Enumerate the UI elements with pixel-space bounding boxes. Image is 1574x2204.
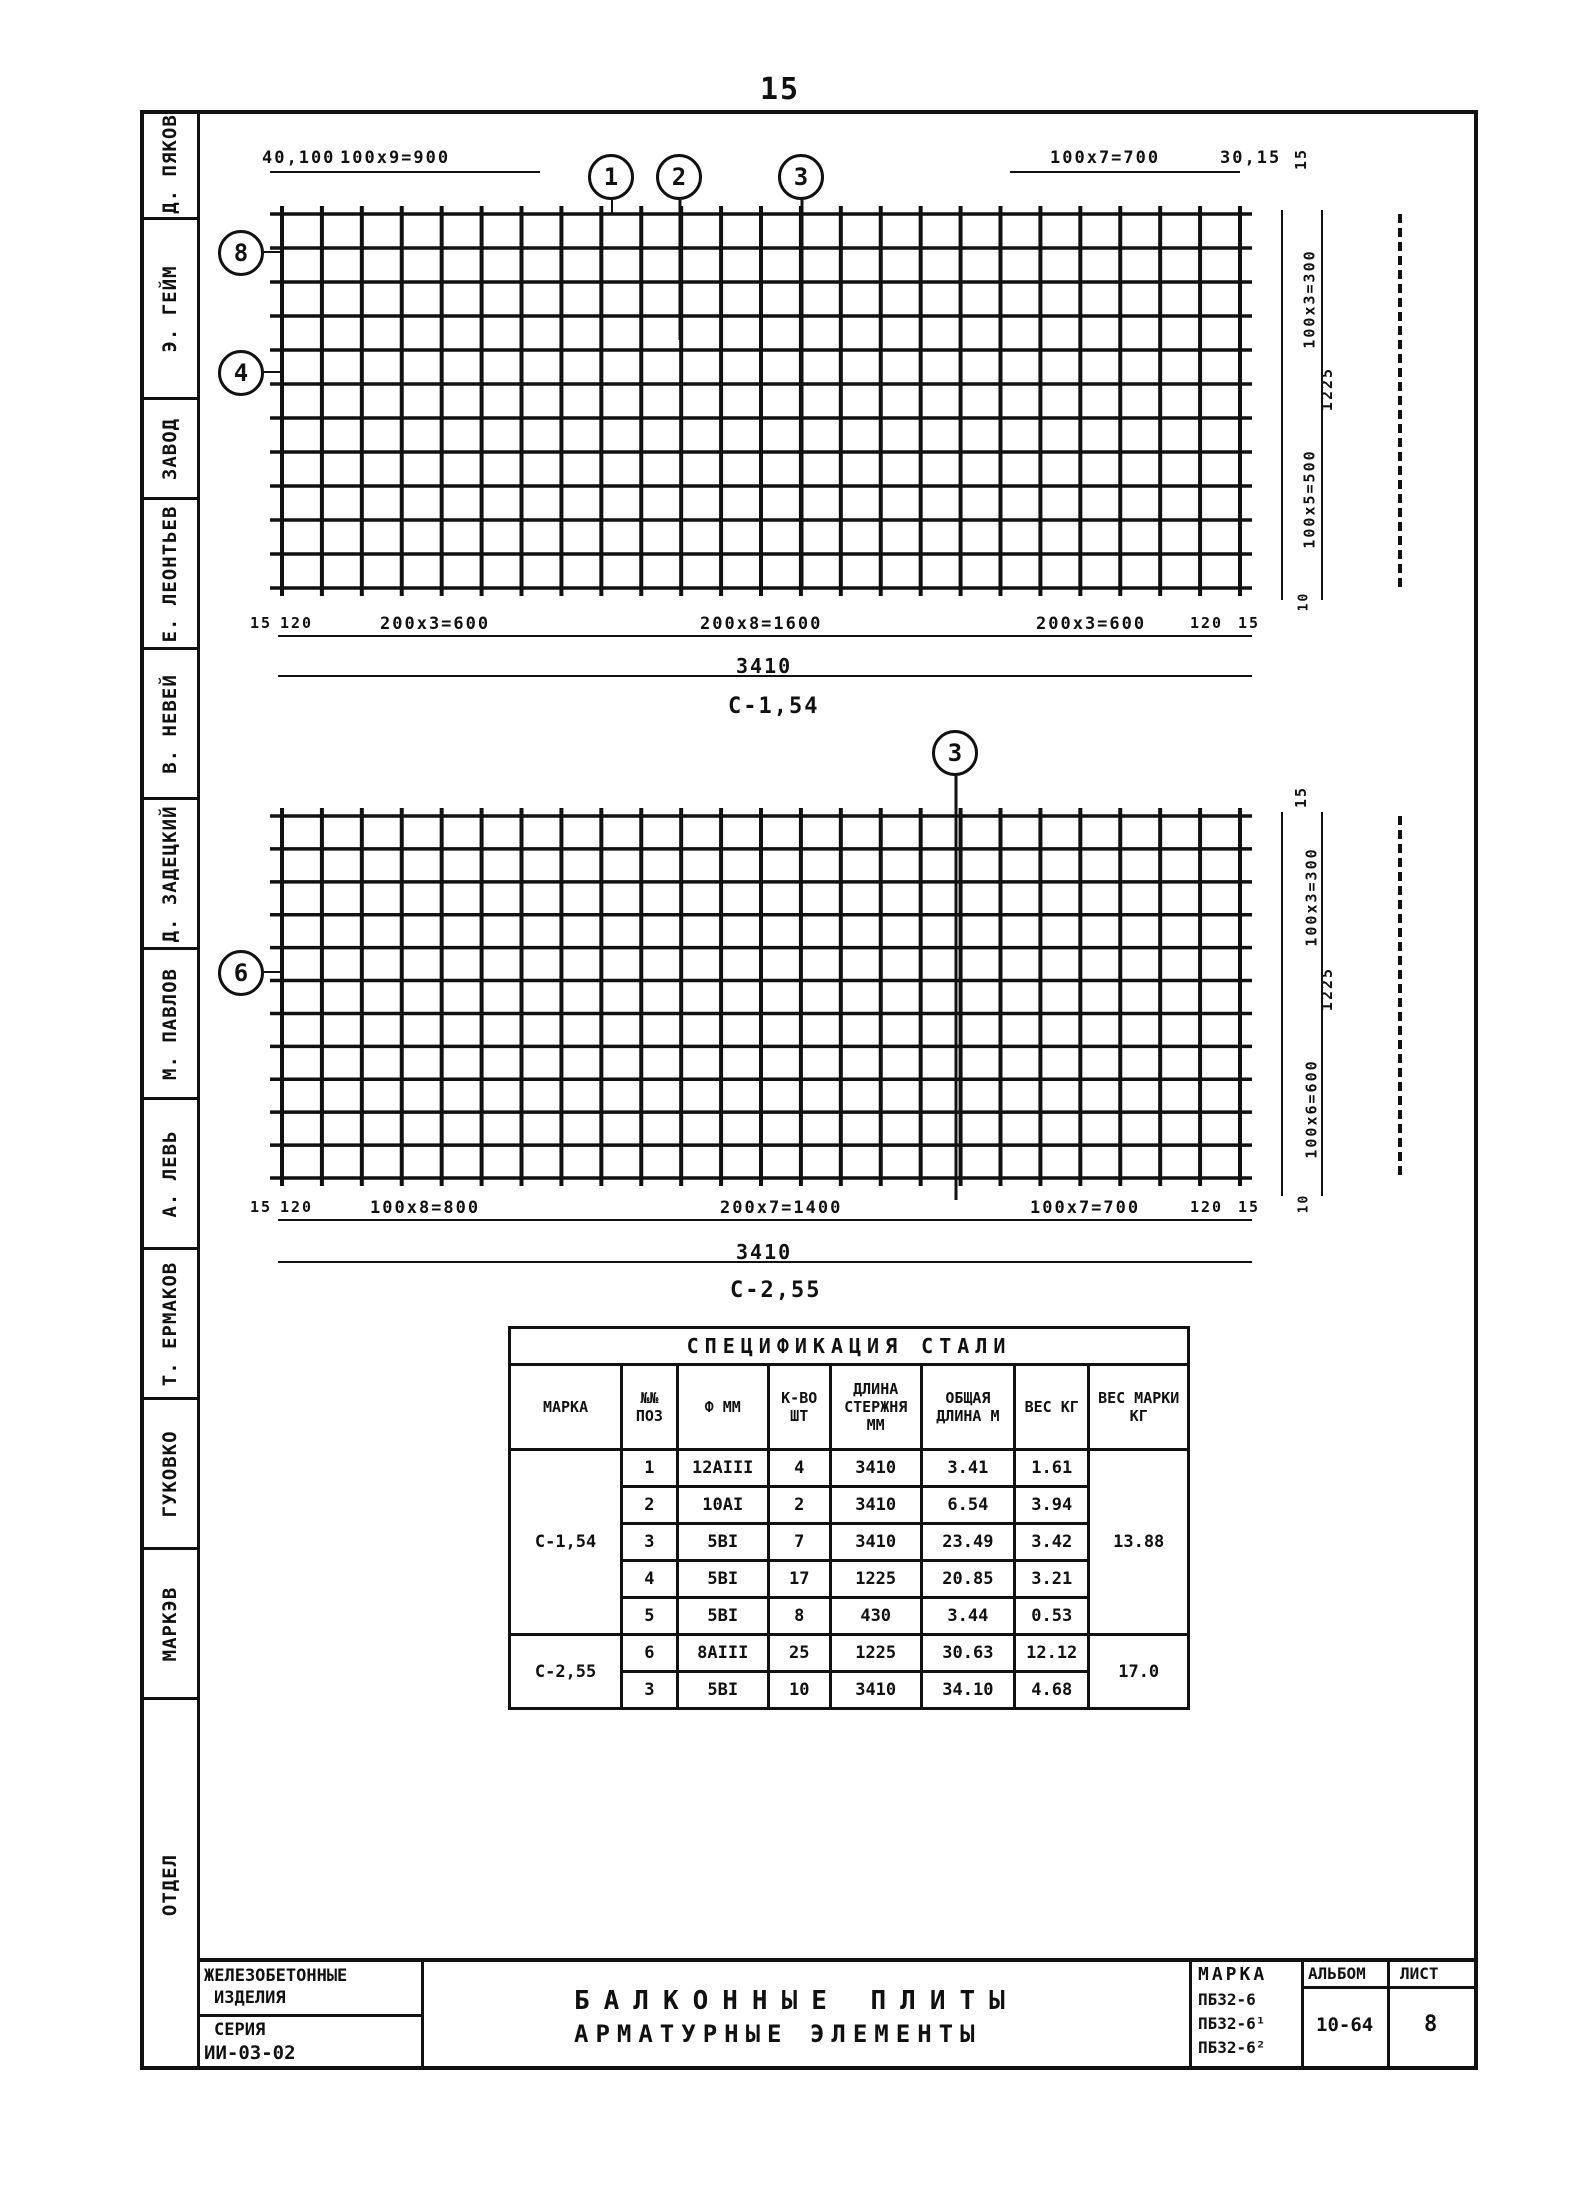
mark-weight-cell: 17.0 [1089, 1635, 1189, 1709]
mesh2-bottom-dim: 100х8=800 [370, 1198, 481, 1218]
album-cell [1304, 1962, 1390, 2070]
title-cell [424, 1962, 1192, 2070]
sheet-label: ЛИСТ [1400, 1964, 1439, 1983]
mesh2-total-length: 3410 [736, 1240, 793, 1264]
mesh1-bottom-dim: 15 [250, 614, 273, 632]
table-cell: 6 [622, 1635, 678, 1672]
side-text: МАРКЭВ [159, 1586, 181, 1661]
table-cell: 34.10 [921, 1672, 1014, 1709]
callout-4: 4 [218, 350, 264, 396]
table-cell: 3410 [830, 1450, 921, 1487]
table-cell: 1225 [830, 1561, 921, 1598]
mesh1-right-dim: 100х5=500 [1300, 449, 1319, 549]
album-value: 10-64 [1316, 2014, 1374, 2036]
steel-specification-table [508, 1326, 1190, 1710]
side-text: Е. ЛЕОНТЬЕВ [159, 505, 181, 642]
side-text: Э. ГЕЙМ [159, 264, 181, 353]
header-cell: МАРКА [510, 1365, 622, 1450]
side-text: ГУКОВКО [159, 1429, 181, 1518]
table-cell: 25 [768, 1635, 830, 1672]
header-cell: К-ВО ШТ [768, 1365, 830, 1450]
table-cell: 5ВI [677, 1561, 768, 1598]
table-cell: 3.94 [1015, 1487, 1089, 1524]
table-cell: 10 [768, 1672, 830, 1709]
table-row [510, 1450, 1189, 1487]
title-block [200, 1958, 1478, 2070]
header-cell: ОБЩАЯ ДЛИНА М [921, 1365, 1014, 1450]
table-cell: 6.54 [921, 1487, 1014, 1524]
table-cell: 3410 [830, 1524, 921, 1561]
album-divider [1304, 1986, 1387, 1989]
org-line-1: ЖЕЛЕЗОБЕТОННЫЕ [204, 1966, 348, 1986]
mesh1-bottom-dim: 15 [1238, 614, 1261, 632]
mesh2-right-dim: 10 [1296, 1193, 1312, 1214]
table-cell: 1225 [830, 1635, 921, 1672]
table-cell: 4 [768, 1450, 830, 1487]
album-label: АЛЬБОМ [1308, 1964, 1366, 1983]
mesh1-top-dim-right: 100х7=700 [1050, 148, 1161, 168]
org-divider [200, 2014, 421, 2017]
mesh2-right-dim: 1225 [1318, 966, 1337, 1012]
table-cell: 430 [830, 1598, 921, 1635]
callout-3-mesh2: 3 [932, 730, 978, 776]
table-cell: 5ВI [677, 1598, 768, 1635]
mesh2-bottom-dim: 15 [250, 1198, 273, 1216]
mark-cell: С-2,55 [510, 1635, 622, 1709]
mesh2-bottom-dim: 120 [280, 1198, 314, 1216]
side-text: ОТДЕЛ [159, 1853, 181, 1917]
header-cell: Ф ММ [677, 1365, 768, 1450]
mesh2-right-dim: 100х3=300 [1302, 847, 1321, 947]
table-cell: 3.21 [1015, 1561, 1089, 1598]
table-cell: 12.12 [1015, 1635, 1089, 1672]
org-line-2: ИЗДЕЛИЯ [214, 1988, 286, 2008]
table-cell: 3410 [830, 1672, 921, 1709]
mesh1-bottom-dim: 200х8=1600 [700, 614, 823, 634]
side-text: Т. ЕРМАКОВ [159, 1261, 181, 1386]
header-cell: №№ ПОЗ [622, 1365, 678, 1450]
page-number: 15 [760, 72, 801, 107]
table-cell: 3.42 [1015, 1524, 1089, 1561]
sheet-title-2: АРМАТУРНЫЕ ЭЛЕМЕНТЫ [574, 2020, 982, 2048]
mesh1-grid [270, 206, 1400, 596]
table-cell: 5 [622, 1598, 678, 1635]
mesh1-total-length: 3410 [736, 654, 793, 678]
mark-label: МАРКА [1198, 1964, 1268, 1985]
table-cell: 17 [768, 1561, 830, 1598]
table-cell: 10АI [677, 1487, 768, 1524]
mesh2-bottom-dim: 200х7=1400 [720, 1198, 843, 1218]
side-text: А. ЛЕВЬ [159, 1129, 181, 1218]
table-cell: 3410 [830, 1487, 921, 1524]
mesh1-top-dim-right2: 30,15 [1220, 148, 1282, 168]
mesh2-mark: С-2,55 [730, 1278, 822, 1303]
mark-value: ПБ32-6¹ [1198, 2014, 1266, 2033]
table-cell: 23.49 [921, 1524, 1014, 1561]
table-cell: 2 [622, 1487, 678, 1524]
mesh1-mark: С-1,54 [728, 694, 820, 719]
mesh2-right-dim: 15 [1292, 785, 1311, 809]
callout-3: 3 [778, 154, 824, 200]
mesh1-right-dim: 1225 [1318, 366, 1337, 412]
table-cell: 0.53 [1015, 1598, 1089, 1635]
table-cell: 8АIII [677, 1635, 768, 1672]
table-cell: 30.63 [921, 1635, 1014, 1672]
mesh1-top-dim-left: 40,100 [262, 148, 336, 168]
mesh2-grid [270, 808, 1400, 1186]
side-text: Д. ЗАДЕЦКИЙ [159, 805, 181, 942]
mesh2-bottom-dim: 15 [1238, 1198, 1261, 1216]
side-text: М. ПАВЛОВ [159, 967, 181, 1080]
mesh1-bottom-dim: 120 [280, 614, 314, 632]
mesh2-right-dim: 100х6=600 [1302, 1059, 1321, 1159]
table-cell: 3 [622, 1672, 678, 1709]
table-cell: 3.41 [921, 1450, 1014, 1487]
sheet-cell [1390, 1962, 1474, 2070]
table-cell: 4 [622, 1561, 678, 1598]
org-cell [200, 1962, 424, 2070]
table-cell: 5ВI [677, 1524, 768, 1561]
table-cell: 12АIII [677, 1450, 768, 1487]
series-value: ИИ-03-02 [204, 2042, 296, 2064]
table-title: СПЕЦИФИКАЦИЯ СТАЛИ [510, 1328, 1189, 1365]
sheet-value: 8 [1424, 2012, 1438, 2037]
mesh1-right-dim: 15 [1292, 147, 1311, 171]
mesh1-top-dim-mid: 100х9=900 [340, 148, 451, 168]
callout-6: 6 [218, 950, 264, 996]
table-cell: 5ВI [677, 1672, 768, 1709]
mesh1-bottom-dim: 200х3=600 [1036, 614, 1147, 634]
table-cell: 3.44 [921, 1598, 1014, 1635]
table-row [510, 1635, 1189, 1672]
side-text: ЗАВОД [159, 417, 181, 480]
table-cell: 20.85 [921, 1561, 1014, 1598]
table-cell: 8 [768, 1598, 830, 1635]
series-label: СЕРИЯ [214, 2020, 266, 2040]
mark-cell [1192, 1962, 1304, 2070]
mesh1-right-dim: 100х3=300 [1300, 249, 1319, 349]
mesh2-bottom-dim: 120 [1190, 1198, 1224, 1216]
table-cell: 1 [622, 1450, 678, 1487]
mesh2-bottom-dim: 100х7=700 [1030, 1198, 1141, 1218]
table-cell: 4.68 [1015, 1672, 1089, 1709]
table-cell: 1.61 [1015, 1450, 1089, 1487]
table-cell: 2 [768, 1487, 830, 1524]
side-text: В. НЕВЕЙ [159, 673, 181, 774]
callout-1: 1 [588, 154, 634, 200]
mesh1-bottom-dim: 200х3=600 [380, 614, 491, 634]
mark-value: ПБ32-6 [1198, 1990, 1256, 2009]
callout-2: 2 [656, 154, 702, 200]
mesh1-bottom-dim: 120 [1190, 614, 1224, 632]
mark-cell: С-1,54 [510, 1450, 622, 1635]
mark-weight-cell: 13.88 [1089, 1450, 1189, 1635]
mesh1-right-dim: 10 [1296, 591, 1312, 612]
mark-value: ПБ32-6² [1198, 2038, 1266, 2057]
table-cell: 3 [622, 1524, 678, 1561]
side-text: Д. ПЯКОВ [159, 113, 181, 214]
sheet-divider [1390, 1986, 1474, 1989]
header-cell: ДЛИНА СТЕРЖНЯ ММ [830, 1365, 921, 1450]
sheet-title-1: БАЛКОННЫЕ ПЛИТЫ [574, 1986, 1019, 2016]
header-cell: ВЕС МАРКИ КГ [1089, 1365, 1189, 1450]
table-header-row [510, 1365, 1189, 1450]
header-cell: ВЕС КГ [1015, 1365, 1089, 1450]
table-cell: 7 [768, 1524, 830, 1561]
callout-8: 8 [218, 230, 264, 276]
